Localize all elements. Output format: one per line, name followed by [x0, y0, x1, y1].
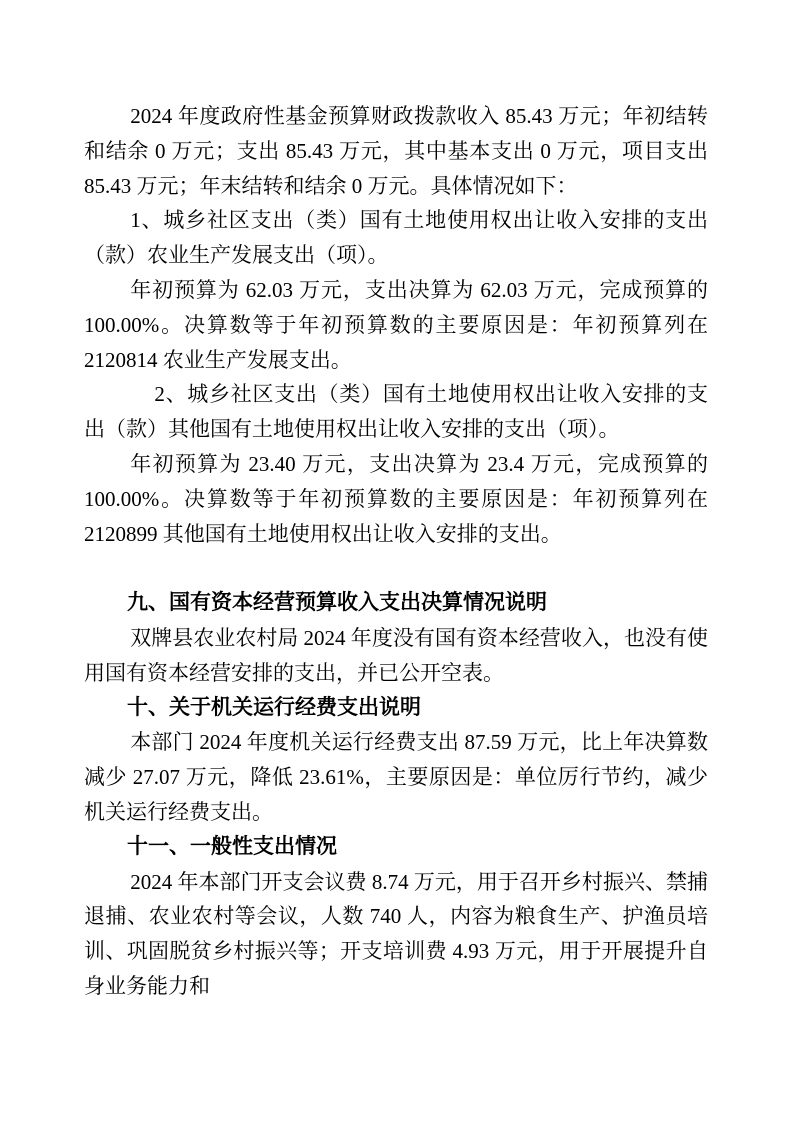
paragraph-item-1-urban-rural-expenditure: 1、城乡社区支出（类）国有土地使用权出让收入安排的支出（款）农业生产发展支出（项）。 — [84, 208, 708, 268]
paragraph-section-9-body: 双牌县农业农村局 2024 年度没有国有资本经营收入，也没有使用国有资本经营安排的支出，并已公开空表。 — [84, 625, 708, 685]
blank-line — [84, 551, 708, 586]
paragraph-item-2-urban-rural-expenditure: 2、城乡社区支出（类）国有土地使用权出让收入安排的支出（款）其他国有土地使用权出让收入安排的支出（项）。 — [84, 382, 708, 442]
paragraph-gov-fund-overview: 2024 年度政府性基金预算财政拨款收入 85.43 万元；年初结转和结余 0 万元；支出 85.43 万元，其中基本支出 0 万元，项目支出 85.43 万元；年末结转和结余 0 万元。具体情况如下： — [84, 104, 708, 198]
heading-section-11-general-expenditure: 十一、一般性支出情况 — [127, 834, 338, 858]
paragraph-section-10-body: 本部门 2024 年度机关运行经费支出 87.59 万元，比上年决算数减少 27.07 万元，降低 23.61%，主要原因是：单位厉行节约，减少机关运行经费支出。 — [84, 730, 708, 824]
heading-section-10-operating-expenses: 十、关于机关运行经费支出说明 — [127, 695, 422, 719]
paragraph-item-1-budget-detail: 年初预算为 62.03 万元，支出决算为 62.03 万元，完成预算的 100.00%。决算数等于年初预算数的主要原因是：年初预算列在 2120814 农业生产发展支出。 — [84, 277, 708, 372]
heading-section-9-state-capital: 九、国有资本经营预算收入支出决算情况说明 — [127, 591, 548, 615]
document-content — [84, 99, 708, 1004]
paragraph-section-11-body: 2024 年本部门开支会议费 8.74 万元，用于召开乡村振兴、禁捕退捕、农业农村等会议，人数 740 人，内容为粮食生产、护渔员培训、巩固脱贫乡村振兴等；开支培训费 4.93 万元，用于开展提升自身业务能力和 — [84, 869, 708, 998]
paragraph-item-2-budget-detail: 年初预算为 23.40 万元，支出决算为 23.4 万元，完成预算的 100.00%。决算数等于年初预算数的主要原因是：年初预算列在 2120899 其他国有土地使用权出让收入安排的支出。 — [84, 451, 708, 546]
